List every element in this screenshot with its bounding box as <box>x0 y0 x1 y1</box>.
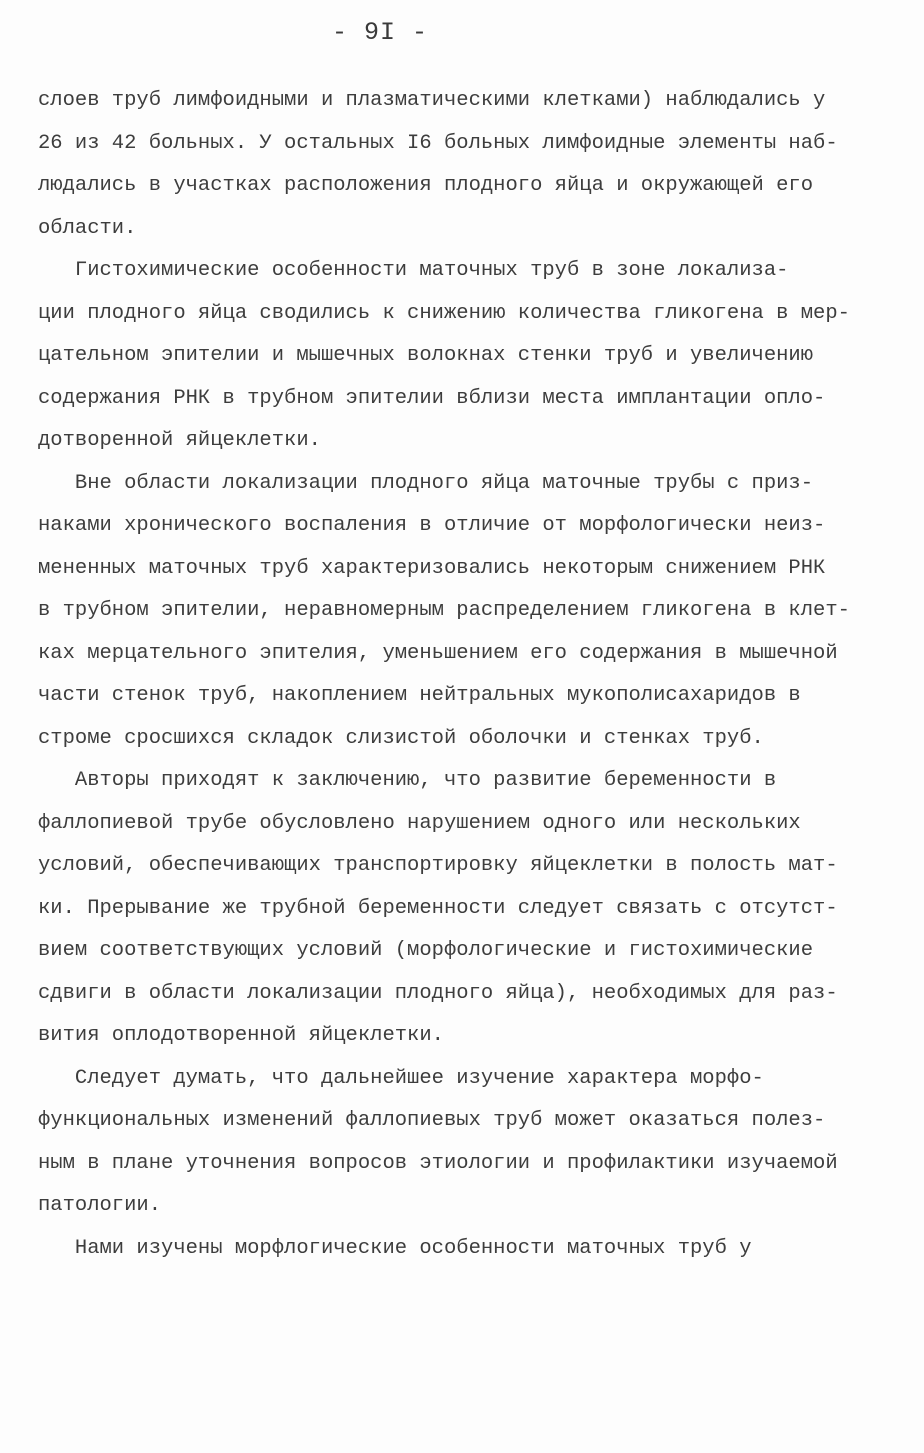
text-line: части стенок труб, накоплением нейтральных мукополисахаридов в <box>38 684 801 707</box>
text-line: в трубном эпителии, неравномерным распределением гликогена в клет- <box>38 599 850 622</box>
text-line: Авторы приходят к заключению, что развитие беременности в <box>38 769 777 792</box>
text-line: сдвиги в области локализации плодного яйца), необходимых для раз- <box>38 981 838 1005</box>
text-line: содержания РНК в трубном эпителии вблизи места имплантации опло- <box>38 386 826 410</box>
text-line: дотворенной яйцеклетки. <box>38 429 321 452</box>
text-line: Гистохимические особенности маточных труб в зоне локализа- <box>38 259 789 282</box>
text-line: Вне области локализации плодного яйца маточные трубы с приз- <box>38 471 814 495</box>
text-line: строме сросшихся складок слизистой оболочки и стенках труб. <box>38 726 764 750</box>
text-line: цательном эпителии и мышечных волокнах стенки труб и увеличению <box>38 344 814 367</box>
text-line: Следует думать, что дальнейшее изучение характера морфо- <box>38 1066 764 1090</box>
text-line: функциональных изменений фаллопиевых труб может оказаться полез- <box>38 1109 826 1132</box>
text-line: фаллопиевой трубе обусловлено нарушением одного или нескольких <box>38 811 801 835</box>
text-line: наками хронического воспаления в отличие от морфологически неиз- <box>38 514 826 537</box>
text-line: Нами изучены морфлогические особенности маточных труб у <box>38 1236 752 1260</box>
text-line: ции плодного яйца сводились к снижению количества гликогена в мер- <box>38 301 850 325</box>
text-line: вием соответствующих условий (морфологические и гистохимические <box>38 939 814 962</box>
body-text <box>38 80 918 1270</box>
text-line: ках мерцательного эпителия, уменьшением его содержания в мышечной <box>38 641 838 665</box>
text-line: области. <box>38 216 137 240</box>
text-line: вития оплодотворенной яйцеклетки. <box>38 1024 444 1047</box>
text-line: мененных маточных труб характеризовались некоторым снижением РНК <box>38 556 826 580</box>
text-line: слоев труб лимфоидными и плазматическими клетками) наблюдались у <box>38 89 826 112</box>
text-line: людались в участках расположения плодного яйца и окружающей его <box>38 174 814 197</box>
text-line: патологии. <box>38 1194 162 1217</box>
page-number: - 9I - <box>331 18 428 47</box>
text-line: условий, обеспечивающих транспортировку яйцеклетки в полость мат- <box>38 854 838 877</box>
text-line: 26 из 42 больных. У остальных I6 больных лимфоидные элементы наб- <box>38 131 838 155</box>
text-line: ным в плане уточнения вопросов этиологии и профилактики изучаемой <box>38 1151 838 1175</box>
text-line: ки. Прерывание же трубной беременности следует связать с отсутст- <box>38 896 838 920</box>
